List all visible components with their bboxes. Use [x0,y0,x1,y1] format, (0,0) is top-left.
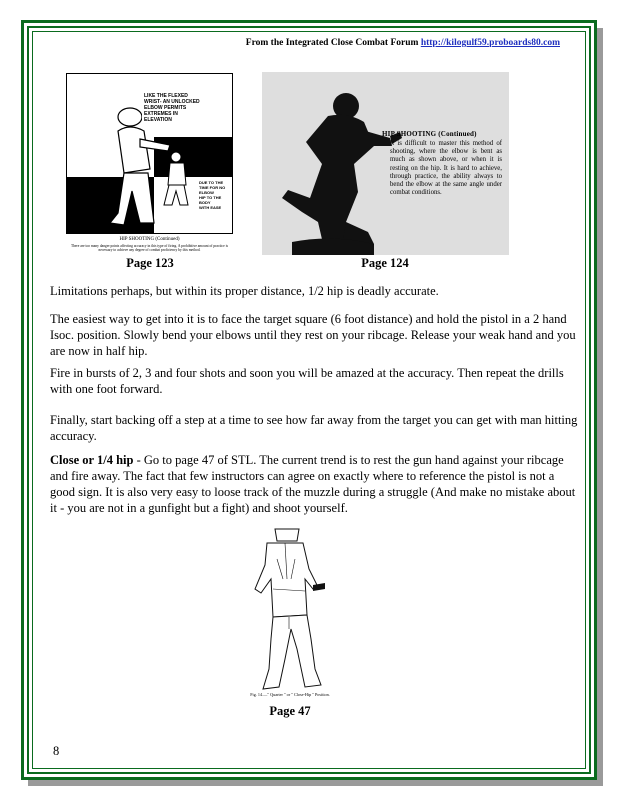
figure-page-47 [233,519,347,704]
border-shadow-bottom [28,780,603,786]
callout-line: LIKE THE FLEXED [144,93,188,99]
paragraph-2 [50,311,580,359]
fig124-text: It is difficult to master this method of shooting, where the elbow is bent as much as shown above, or when it is resting on the hip. It is hard to achieve, through practice, the ability always to bend the elbow at the same angle under combat conditions. [390,140,502,197]
fig123-small-text: There are too many danger points affecting accuracy in this type of firing. A prohibitive amount of practice is necessary to achieve any degree of combat proficiency by this method. [70,244,229,252]
figure-page-124 [262,72,509,255]
page-number: 8 [53,744,60,758]
paragraph-text: Limitations perhaps, but within its proper distance, 1/2 hip is deadly accurate. [50,284,439,298]
paragraph-1 [50,283,580,299]
forum-link[interactable]: http://kilogulf59.proboards80.com [420,38,560,48]
paragraph-4 [50,412,580,444]
fig124-title: HIP SHOOTING (Continued) [382,130,477,138]
callout-line: ELBOW PERMITS [144,105,187,111]
side-note-line: HIP TO THE [199,195,222,200]
side-note-line: WITH EASE [199,205,222,210]
close-hip-position-illustration [233,519,347,704]
paragraph-5 [50,452,580,516]
paragraph-lead-bold: Close or 1/4 hip [50,453,134,467]
paragraph-text: - Go to page 47 of STL. The current trend is to rest the gun hand against your ribcage and fire away. The fact that few instructors can agree on exactly where to reference the pistol is not a good sign. It is also very easy to loose track of the muzzle during a struggle (And make no mistake about it - you are not in a gunfight but a fight) and shoot yourself. [50,453,576,515]
callout-line: ELEVATION [144,117,172,123]
paragraph-text: Fire in bursts of 2, 3 and four shots and soon you will be amazed at the accuracy. Then repeat the drills with one foot forward. [50,366,564,396]
callout-line: WRIST- AN UNLOCKED [144,99,200,105]
header-prefix: From the Integrated Close Combat Forum [245,38,421,48]
paragraph-3 [50,365,580,397]
fig123-sub-caption: HIP SHOOTING (Continued) [119,237,180,242]
border-shadow-right [597,28,603,784]
side-note-line: BODY [199,200,211,205]
paragraph-text: Finally, start backing off a step at a time to see how far away from the target you can get with man hitting accuracy. [50,413,578,443]
fig123-side-note [199,180,225,210]
side-note-line: ELBOW [199,190,214,195]
paragraph-text: The easiest way to get into it is to face the target square (6 foot distance) and hold the pistol in a 2 hand Isoc. position. Slowly bend your elbows until they rest on your ribcage. Release your weak hand and you are now in half hip. [50,312,576,358]
callout-line: EXTREMES IN [144,111,178,117]
side-note-line: DUE TO THE [199,180,224,185]
page-header [230,38,560,48]
figure-page-123 [66,73,233,256]
caption-page-47: Page 47 [269,704,311,718]
caption-page-124: Page 124 [361,256,409,270]
caption-page-123: Page 123 [126,256,174,270]
fig123-callout [142,92,202,124]
fig47-small-caption: Fig. 14.—" Quarter " or " Close-Hip " Position. [250,692,330,697]
side-note-line: TIME FOR NO [199,185,226,190]
